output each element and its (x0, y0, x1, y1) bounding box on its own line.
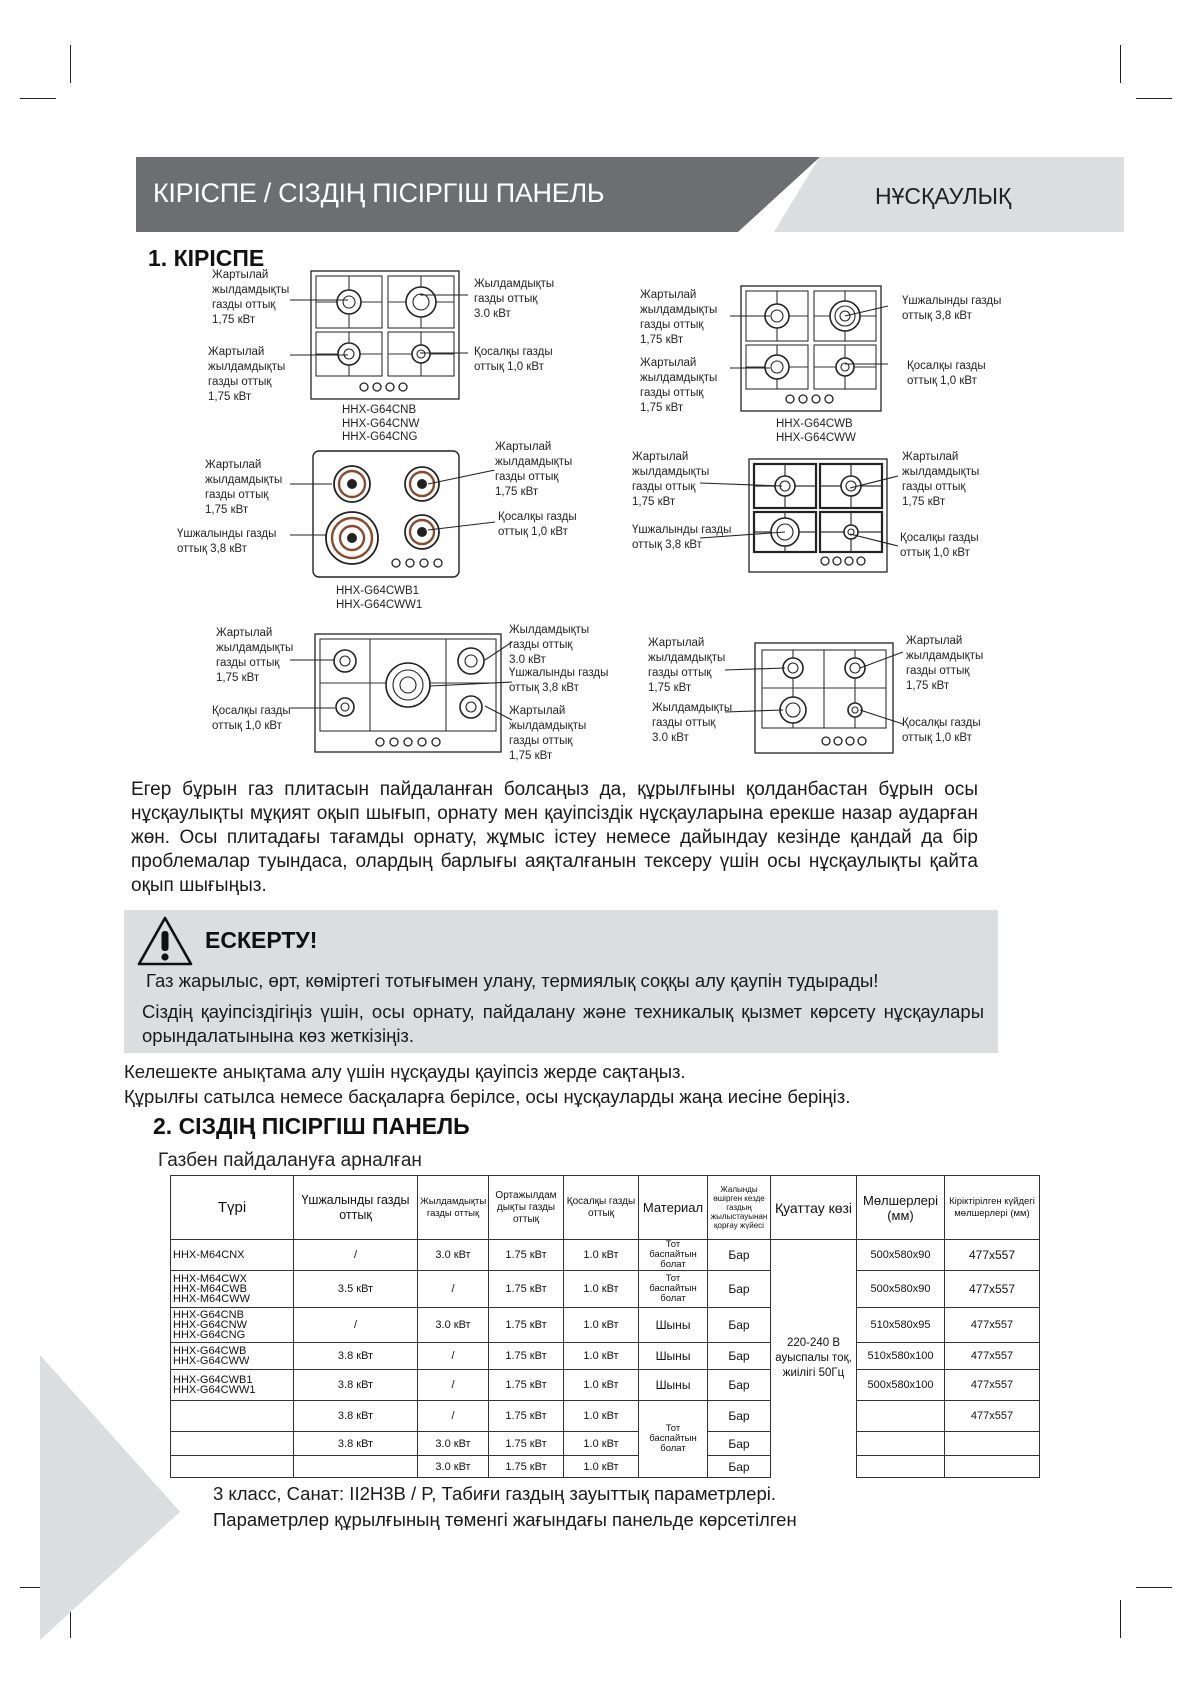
crop-mark (1120, 45, 1121, 83)
cell-flame: Бар (708, 1240, 771, 1271)
cell-triple: 3.8 кВт (294, 1343, 418, 1370)
label-d6-left-top: Жартылай жылдамдықты газды оттық 1,75 кВт (648, 637, 726, 694)
label-d5-left-bottom: Қосалқы газды оттық 1,0 кВт (212, 705, 291, 732)
cell-size: 500x580x100 (857, 1370, 945, 1401)
label-d4-right-top: Жартылай жылдамдықты газды оттық 1,75 кВт (902, 451, 980, 508)
table-row (171, 1370, 1040, 1401)
cell-size: 500x580x90 (857, 1271, 945, 1308)
table-row (171, 1456, 1040, 1478)
cell-fast: 3.0 кВт (418, 1432, 489, 1456)
leader-lines-2 (730, 298, 890, 378)
cell-builtin: 477x557 (945, 1401, 1040, 1432)
cell-flame: Бар (708, 1308, 771, 1343)
cell-aux: 1.0 кВт (564, 1401, 639, 1432)
cell-size: 510x580x100 (857, 1343, 945, 1370)
cell-builtin (945, 1432, 1040, 1456)
cell-triple: / (294, 1240, 418, 1271)
label-d6-left-bottom: Жылдамдықты газды оттық 3.0 кВт (652, 702, 733, 744)
label-d5-left-top: Жартылай жылдамдықты газды оттық 1,75 кВт (216, 627, 294, 684)
label-d1-right-bottom: Қосалқы газды оттық 1,0 кВт (474, 346, 553, 373)
cell-triple: 3.8 кВт (294, 1401, 418, 1432)
cell-type: HHX-G64CWB1 HHX-G64CWW1 (171, 1370, 294, 1401)
label-d4-left-bottom: Үшжалынды газды оттық 3,8 кВт (632, 524, 732, 551)
cell-semi: 1.75 кВт (489, 1240, 564, 1271)
cell-aux: 1.0 кВт (564, 1240, 639, 1271)
cell-semi: 1.75 кВт (489, 1343, 564, 1370)
section-1-title: 1. КІРІСПЕ (148, 245, 265, 271)
cell-type (171, 1432, 294, 1456)
label-d3-left-top: Жартылай жылдамдықты газды оттық 1,75 кВт (205, 459, 283, 516)
cell-material: Шыны (639, 1308, 708, 1343)
cell-size: 500x580x90 (857, 1240, 945, 1271)
label-d1-left-bottom: Жартылай жылдамдықты газды оттық 1,75 кВт (208, 346, 286, 403)
table-row (171, 1271, 1040, 1308)
label-d2-left-top: Жартылай жылдамдықты газды оттық 1,75 кВт (640, 289, 718, 346)
header-tab-title: НҰСҚАУЛЫҚ (875, 183, 1012, 209)
cell-aux: 1.0 кВт (564, 1343, 639, 1370)
cell-builtin: 477x557 (945, 1308, 1040, 1343)
spec-table (170, 1175, 1040, 1478)
crop-mark (1136, 98, 1172, 99)
decorative-triangle (40, 1355, 180, 1640)
table-row (171, 1401, 1040, 1432)
cell-flame: Бар (708, 1401, 771, 1432)
cell-type: HHX-G64CWB HHX-G64CWW (171, 1343, 294, 1370)
header-semi: Ортажылдам дықты газды оттық (489, 1176, 564, 1240)
model-list-d3: HHX-G64CWB1 HHX-G64CWW1 (336, 585, 423, 611)
table-row (171, 1308, 1040, 1343)
label-d5-right-top: Жылдамдықты газды оттық 3.0 кВт (509, 624, 590, 666)
cell-flame: Бар (708, 1271, 771, 1308)
header-triple: Үшжалынды газды оттық (294, 1176, 418, 1240)
cell-builtin (945, 1456, 1040, 1478)
model-list-d2: HHX-G64CWB HHX-G64CWW (776, 418, 856, 444)
cell-type: HHX-M64CWX HHX-M64CWB HHX-M64CWW (171, 1271, 294, 1308)
label-d3-right-bottom: Қосалқы газды оттық 1,0 кВт (498, 511, 577, 538)
crop-mark (1136, 1587, 1172, 1588)
model-list-d1: HHX-G64CNB HHX-G64CNW HHX-G64CNG (342, 404, 420, 443)
cell-material: Шыны (639, 1343, 708, 1370)
cell-semi: 1.75 кВт (489, 1456, 564, 1478)
cell-flame: Бар (708, 1456, 771, 1478)
cell-flame: Бар (708, 1343, 771, 1370)
cell-fast: 3.0 кВт (418, 1308, 489, 1343)
cell-material: Тот баспайтын болат (639, 1401, 708, 1478)
leader-lines-3 (290, 470, 500, 550)
cell-semi: 1.75 кВт (489, 1271, 564, 1308)
header-type: Түрі (171, 1176, 294, 1240)
cell-triple: / (294, 1308, 418, 1343)
label-d2-right-bottom: Қосалқы газды оттық 1,0 кВт (907, 360, 986, 387)
cell-semi: 1.75 кВт (489, 1432, 564, 1456)
label-d6-right-bottom: Қосалқы газды оттық 1,0 кВт (902, 717, 981, 744)
cell-size: 510x580x95 (857, 1308, 945, 1343)
cell-builtin: 477x557 (945, 1343, 1040, 1370)
cell-semi: 1.75 кВт (489, 1401, 564, 1432)
label-d1-right-top: Жылдамдықты газды оттық 3.0 кВт (474, 278, 555, 320)
note-pass-on: Құрылғы сатылса немесе басқаларға берілсе, осы нұсқауларды жаңа иесіне беріңіз. (124, 1086, 851, 1107)
header-size: Мөлшерлері (мм) (857, 1176, 945, 1240)
header-flame: Жалынды өшірген кезде газдың жылыстауынан қорғау жүйесі (708, 1176, 771, 1240)
cell-type: HHX-M64CNX (171, 1240, 294, 1271)
warning-title: ЕСКЕРТУ! (205, 927, 318, 953)
intro-paragraph: Егер бұрын газ плитасын пайдаланған болсаңыз да, құрылғыны қолданбастан бұрын осы нұсқаулықты мұқият оқып шығып, орнату мен қауіпсіздік нұсқауларына ерекше назар аударған жөн. Осы плитадағы тағамды орнату, жұмыс істеу немесе дайындау кезінде қандай да бір проблемалар туындаса, олардың барлығы аяқталғанын тексеру үшін осы нұсқаулықты қайта оқып шығыңыз. (131, 779, 978, 896)
leader-lines-1 (290, 285, 470, 365)
leader-lines-5 (290, 640, 515, 750)
label-d5-right-middle: Үшжалынды газды оттық 3,8 кВт (509, 667, 609, 694)
cell-material: Шыны (639, 1370, 708, 1401)
header-builtin: Кіріктірілген күйдегі мөлшерлері (мм) (945, 1176, 1040, 1240)
cell-type (171, 1456, 294, 1478)
cell-material: Тот баспайтын болат (639, 1240, 708, 1271)
header-power: Қуаттау көзі (771, 1176, 857, 1240)
label-d2-left-bottom: Жартылай жылдамдықты газды оттық 1,75 кВт (640, 357, 718, 414)
table-row (171, 1343, 1040, 1370)
warning-line-1: Газ жарылыс, өрт, көміртегі тотығымен улану, термиялық соққы алу қаупін тудырады! (146, 970, 879, 991)
cell-type: HHX-G64CNB HHX-G64CNW HHX-G64CNG (171, 1308, 294, 1343)
cell-flame: Бар (708, 1370, 771, 1401)
cell-fast: 3.0 кВт (418, 1456, 489, 1478)
warning-icon (136, 915, 194, 967)
cell-fast: 3.0 кВт (418, 1240, 489, 1271)
cell-aux: 1.0 кВт (564, 1432, 639, 1456)
cell-builtin: 477x557 (945, 1370, 1040, 1401)
label-d5-right-bottom: Жартылай жылдамдықты газды оттық 1,75 кВт (509, 705, 587, 762)
cell-triple (294, 1456, 418, 1478)
cell-flame: Бар (708, 1432, 771, 1456)
cell-semi: 1.75 кВт (489, 1308, 564, 1343)
cell-triple: 3.8 кВт (294, 1370, 418, 1401)
cell-triple: 3.8 кВт (294, 1432, 418, 1456)
header-title: КІРІСПЕ / СІЗДІҢ ПІСІРГІШ ПАНЕЛЬ (153, 178, 605, 208)
cell-aux: 1.0 кВт (564, 1271, 639, 1308)
crop-mark (1120, 1600, 1121, 1638)
label-d3-left-bottom: Үшжалынды газды оттық 3,8 кВт (177, 528, 277, 555)
cell-aux: 1.0 кВт (564, 1370, 639, 1401)
note-keep-manual: Келешекте анықтама алу үшін нұсқауды қауіпсіз жерде сақтаңыз. (124, 1061, 686, 1082)
cell-material: Тот баспайтын болат (639, 1271, 708, 1308)
cell-builtin: 477x557 (945, 1240, 1040, 1271)
section-2-subtitle: Газбен пайдалануға арналған (158, 1150, 422, 1171)
crop-mark (70, 45, 71, 83)
cell-builtin: 477x557 (945, 1271, 1040, 1308)
label-d1-left-top: Жартылай жылдамдықты газды оттық 1,75 кВт (212, 269, 290, 326)
header-aux: Қосалқы газды оттық (564, 1176, 639, 1240)
cell-aux: 1.0 кВт (564, 1456, 639, 1478)
cell-fast: / (418, 1370, 489, 1401)
table-row (171, 1240, 1040, 1271)
cell-fast: / (418, 1271, 489, 1308)
cell-fast: / (418, 1343, 489, 1370)
warning-line-2: Сіздің қауіпсіздігіңіз үшін, осы орнату, пайдалану және техникалық қызмет көрсету нұсқаулары орындалатынына көз жеткізіңіз. (142, 1001, 984, 1046)
cell-size (857, 1432, 945, 1456)
footnote-class: 3 класс, Санат: II2H3B / P, Табиғи газдың зауыттық параметрлері. (213, 1483, 776, 1504)
label-d3-right-top: Жартылай жылдамдықты газды оттық 1,75 кВт (495, 441, 573, 498)
label-d4-right-bottom: Қосалқы газды оттық 1,0 кВт (900, 532, 979, 559)
header-material: Материал (639, 1176, 708, 1240)
footnote-params: Параметрлер құрылғының төменгі жағындағы панельде көрсетілген (213, 1509, 797, 1530)
cell-power: 220-240 В ауыспалы тоқ, жиілігі 50Гц (771, 1240, 857, 1478)
table-row (171, 1432, 1040, 1456)
cell-fast: / (418, 1401, 489, 1432)
crop-mark (20, 98, 56, 99)
cell-triple: 3.5 кВт (294, 1271, 418, 1308)
label-d6-right-top: Жартылай жылдамдықты газды оттық 1,75 кВт (906, 635, 984, 692)
section-2-title: 2. СІЗДІҢ ПІСІРГІШ ПАНЕЛЬ (153, 1113, 470, 1139)
leader-lines-6 (725, 648, 905, 733)
cell-type (171, 1401, 294, 1432)
cell-aux: 1.0 кВт (564, 1308, 639, 1343)
header-fast: Жылдамдықты газды оттық (418, 1176, 489, 1240)
cell-semi: 1.75 кВт (489, 1370, 564, 1401)
cell-size (857, 1401, 945, 1432)
cell-size (857, 1456, 945, 1478)
label-d4-left-top: Жартылай жылдамдықты газды оттық 1,75 кВт (632, 451, 710, 508)
label-d2-right-top: Үшжалынды газды оттық 3,8 кВт (902, 295, 1002, 322)
